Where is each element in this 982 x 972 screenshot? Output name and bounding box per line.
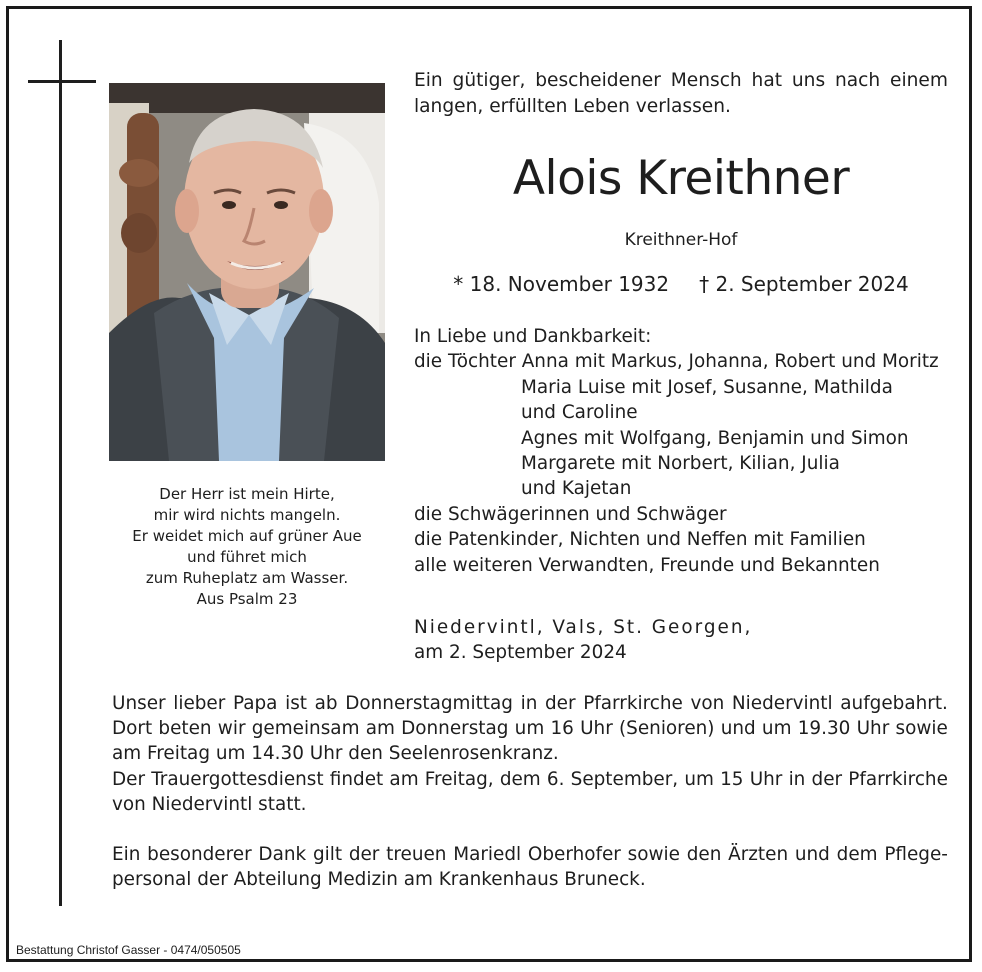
notice-word: gemeinsam (251, 718, 360, 740)
notice-word: der (545, 693, 576, 714)
intro-word: bescheidener (535, 70, 661, 91)
notice-date: am 2. September 2024 (414, 642, 627, 663)
mourner-line: und Caroline (521, 402, 638, 424)
intro-word: Ein (414, 70, 443, 91)
notice-word: Trauergottesdienst (151, 768, 324, 790)
notice-line (112, 691, 948, 716)
cross-icon-horizontal (28, 80, 96, 83)
notice-word: Ärzten (728, 844, 789, 866)
notice-word: um (514, 718, 545, 740)
notice-line: personal der Abteilung Medizin am Krankenhaus Bruneck. (112, 869, 646, 891)
house-name: Kreithner-Hof (624, 230, 738, 250)
mourner-line: alle weiteren Verwandten, Freunde und Bekannten (414, 554, 880, 576)
notice-word: in (520, 693, 538, 714)
notice-word: Dank (258, 844, 307, 866)
notice-word: von (690, 693, 725, 714)
notice-word: Freitag, (424, 768, 494, 790)
notice-word: 15 (720, 768, 744, 790)
intro-word: Mensch (670, 70, 742, 91)
intro-text (414, 68, 948, 120)
notice-word: und (794, 844, 830, 866)
notice-word: in (788, 768, 806, 790)
notice-word: besonderer (147, 844, 252, 866)
paragraph-spacer (112, 817, 948, 842)
portrait-illustration (109, 83, 385, 461)
mourner-line: die Töchter Anna mit Markus, Johanna, Robert und Moritz (414, 351, 939, 373)
locations: Niedervintl, Vals, St. Georgen, (414, 617, 753, 638)
mourner-lines (414, 349, 964, 578)
notice-line: am Freitag um 14.30 Uhr den Seelenrosenkranz. (112, 743, 559, 765)
mourner-line: Margarete mit Norbert, Kilian, Julia (521, 453, 840, 475)
notice-word: Uhr (856, 718, 890, 740)
birth-date: * 18. November 1932 (453, 272, 670, 296)
notice-word: um (761, 718, 792, 740)
psalm-line: Der Herr ist mein Hirte, (159, 485, 335, 503)
cross-icon-vertical (59, 40, 62, 906)
notice-word: ab (314, 693, 338, 714)
psalm-line: zum Ruheplatz am Wasser. (145, 569, 349, 587)
intro-word: uns (791, 70, 826, 91)
notice-word: treuen (386, 844, 447, 866)
notice-word: der (348, 844, 380, 866)
notice-word: beten (158, 718, 212, 740)
notice-word: lieber (173, 693, 226, 714)
notice-word: den (686, 844, 722, 866)
intro-word: nach (834, 70, 881, 91)
notice-word: Oberhofer (527, 844, 621, 866)
notice-word: am (365, 718, 395, 740)
notice-word: Ein (112, 844, 141, 866)
psalm-line: und führet mich (187, 548, 307, 566)
deceased-name: Alois Kreithner (512, 151, 850, 206)
notice-word: September, (570, 768, 679, 790)
psalm-quote (109, 484, 385, 610)
notice-word: ist (285, 693, 307, 714)
funeral-home-footer: Bestattung Christof Gasser - 0474/050505 (16, 943, 241, 957)
psalm-line: mir wird nichts mangeln. (153, 506, 341, 524)
psalm-source: Aus Psalm 23 (196, 590, 298, 608)
notice-word: um (684, 768, 714, 790)
notice-word: Donnerstag (401, 718, 509, 740)
mourner-line: die Schwägerinnen und Schwäger (414, 503, 727, 525)
portrait-photo (109, 83, 385, 461)
notice-line (112, 716, 948, 741)
mourner-line: die Patenkinder, Nichten und Neffen mit Familien (414, 529, 866, 551)
notice-word: sowie (627, 844, 680, 866)
notice-word: Niedervintl (731, 693, 833, 714)
notice-word: gilt (312, 844, 343, 866)
intro-line-1 (414, 68, 948, 94)
notice-word: am (389, 768, 419, 790)
notice-word: sowie (895, 718, 948, 740)
intro-word: hat (751, 70, 783, 91)
notice-word: Pflege- (884, 844, 948, 866)
notice-line (112, 767, 948, 792)
notice-word: 6. (546, 768, 565, 790)
notice-word: Unser (112, 693, 166, 714)
life-dates (414, 271, 948, 297)
mourner-line: Maria Luise mit Josef, Susanne, Mathilda (521, 376, 893, 398)
intro-line-2: langen, erfüllten Leben verlassen. (414, 96, 731, 117)
notice-line (112, 842, 948, 867)
intro-word: einem (890, 70, 948, 91)
notice-word: 16 (550, 718, 574, 740)
notice-word: Pfarrkirche (583, 693, 683, 714)
mourner-line: und Kajetan (521, 478, 632, 500)
notice-word: Pfarrkirche (848, 768, 948, 790)
notice-word: aufgebahrt. (840, 693, 948, 714)
notice-word: 19.30 (797, 718, 851, 740)
notice-word: Dort (112, 718, 153, 740)
notice-line: von Niedervintl statt. (112, 793, 307, 815)
notice-word: wir (217, 718, 246, 740)
death-date: † 2. September 2024 (699, 272, 909, 296)
psalm-line: Er weidet mich auf grüner Aue (132, 527, 362, 545)
notice-word: Mariedl (453, 844, 522, 866)
intro-word: gütiger, (452, 70, 526, 91)
mourner-line: Agnes mit Wolfgang, Benjamin und Simon (521, 427, 909, 449)
notice-word: Uhr (749, 768, 783, 790)
notice-word: und (720, 718, 756, 740)
service-notice (112, 691, 948, 892)
notice-word: der (811, 768, 843, 790)
place-and-date (414, 615, 948, 665)
notice-word: (Senioren) (619, 718, 715, 740)
notice-word: Uhr (580, 718, 613, 740)
notice-word: dem (836, 844, 878, 866)
notice-word: findet (329, 768, 384, 790)
notice-word: Der (112, 768, 146, 790)
notice-word: Papa (232, 693, 278, 714)
notice-word: Donnerstagmittag (345, 693, 513, 714)
mourners-heading: In Liebe und Dankbarkeit: (414, 326, 652, 347)
mourners-list (414, 324, 964, 578)
notice-word: dem (499, 768, 541, 790)
